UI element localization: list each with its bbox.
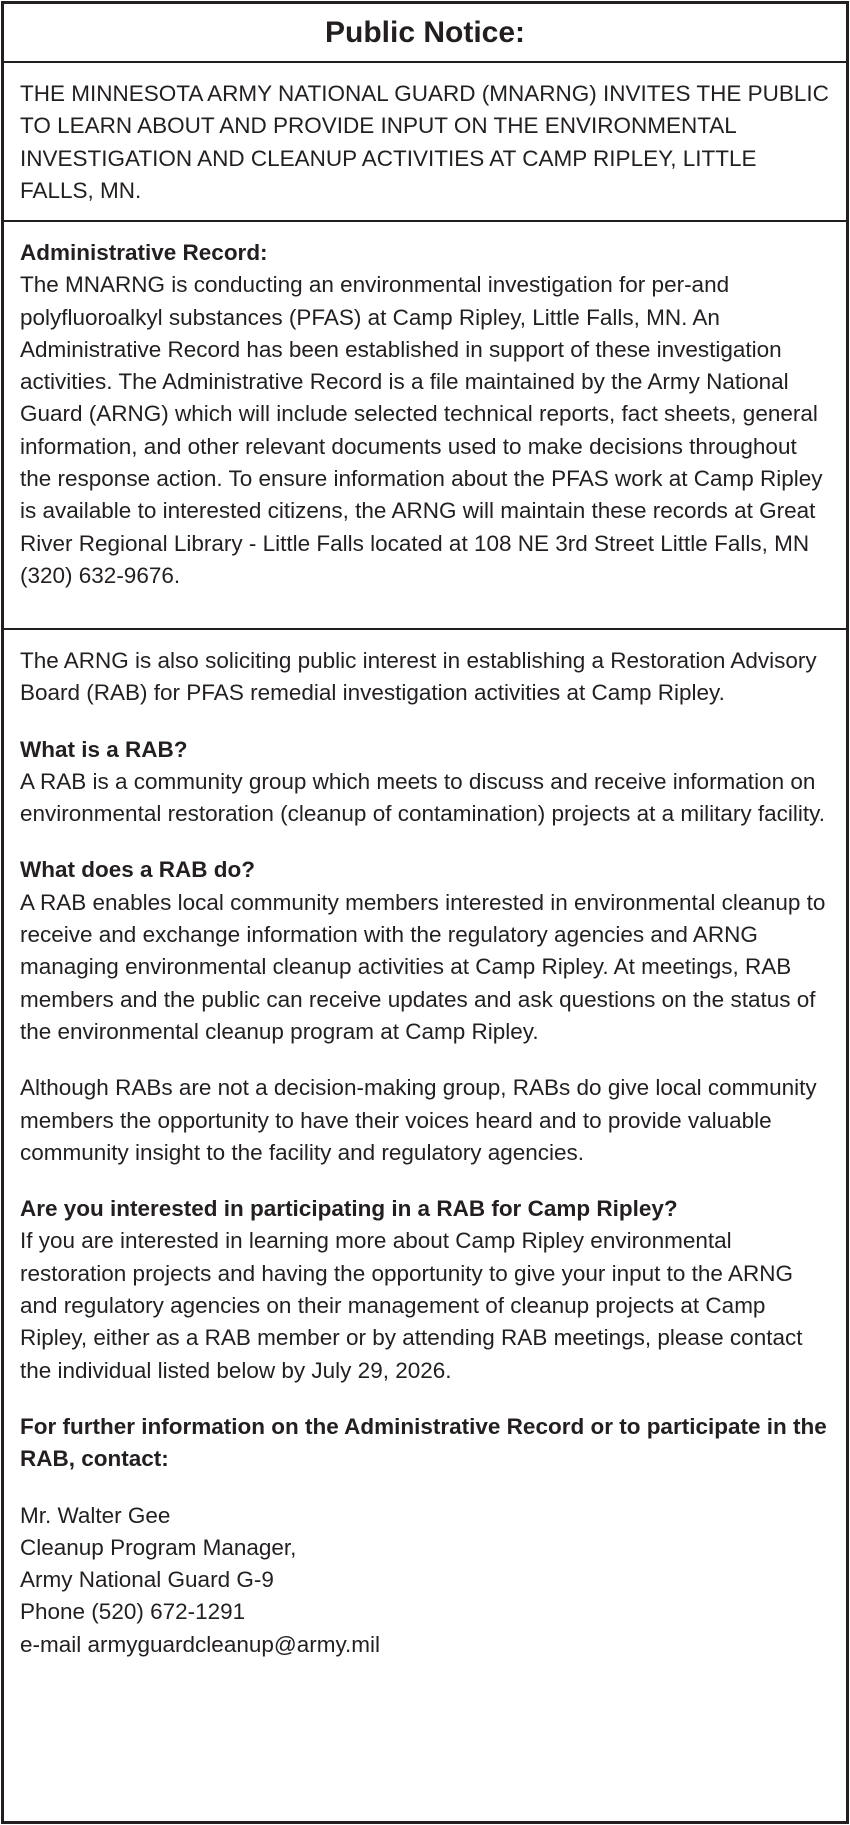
what-does-rab-do-heading: What does a RAB do? bbox=[20, 857, 255, 883]
contact-name: Mr. Walter Gee bbox=[20, 1502, 171, 1528]
what-does-rab-do-body: A RAB enables local community members interested in environmental cleanup to receive and exchange information with the regulatory agencies and ARNG managing environmental cleanup activities at Camp Ripley. At meetings, RAB members and the public can receive updates and ask questions on the status of the environmental cleanup program at Camp Ripley. bbox=[20, 889, 826, 1044]
intro-text: THE MINNESOTA ARMY NATIONAL GUARD (MNARNG) INVITES THE PUBLIC TO LEARN ABOUT AND PROVIDE INPUT ON THE ENVIRONMENTAL INVESTIGATION AND CLEANUP ACTIVITIES AT CAMP RIPLEY, LITTLE FALLS, MN. bbox=[20, 81, 829, 203]
interested-heading: Are you interested in participating in a RAB for Camp Ripley? bbox=[20, 1196, 678, 1222]
although-paragraph: Although RABs are not a decision-making group, RABs do give local community members the opportunity to have their voices heard and to provide valuable community insight to the facility and regulatory agencies. bbox=[20, 1075, 817, 1165]
what-is-rab-body: A RAB is a community group which meets to discuss and receive information on environmental restoration (cleanup of contamination) projects at a military facility. bbox=[20, 768, 825, 827]
intro-section bbox=[4, 63, 846, 222]
contact-email: e-mail armyguardcleanup@army.mil bbox=[20, 1631, 381, 1657]
administrative-record-body: The MNARNG is conducting an environmental investigation for per-and polyfluoroalkyl substances (PFAS) at Camp Ripley, Little Falls, MN. An Administrative Record has been established in support of these investigation activities. The Administrative Record is a file maintained by the Army National Guard (ARNG) which will include selected technical reports, fact sheets, general information, and other relevant documents used to make decisions throughout the response action. To ensure information about the PFAS work at Camp Ripley is available to interested citizens, the ARNG will maintain these records at Great River Regional Library - Little Falls located at 108 NE 3rd Street Little Falls, MN (320) 632-9676. bbox=[20, 272, 823, 588]
notice-title: Public Notice: bbox=[4, 4, 846, 63]
contact-phone: Phone (520) 672-1291 bbox=[20, 1599, 246, 1625]
contact-organization: Army National Guard G-9 bbox=[20, 1567, 274, 1593]
rab-section bbox=[4, 630, 846, 1661]
further-information-heading: For further information on the Administrative Record or to participate in the RAB, contact: bbox=[20, 1413, 827, 1472]
contact-title: Cleanup Program Manager, bbox=[20, 1534, 297, 1560]
public-notice bbox=[1, 1, 849, 1824]
administrative-record-section bbox=[4, 222, 846, 630]
rab-intro: The ARNG is also soliciting public interest in establishing a Restoration Advisory Board (RAB) for PFAS remedial investigation activities at Camp Ripley. bbox=[20, 648, 817, 706]
interested-body: If you are interested in learning more about Camp Ripley environmental restoration projects and having the opportunity to give your input to the ARNG and regulatory agencies on their management of cleanup projects at Camp Ripley, either as a RAB member or by attending RAB meetings, please contact the individual listed below by July 29, 2026. bbox=[20, 1228, 803, 1383]
contact-block bbox=[20, 1500, 830, 1661]
what-is-rab-heading: What is a RAB? bbox=[20, 736, 188, 762]
administrative-record-heading: Administrative Record: bbox=[20, 240, 268, 265]
